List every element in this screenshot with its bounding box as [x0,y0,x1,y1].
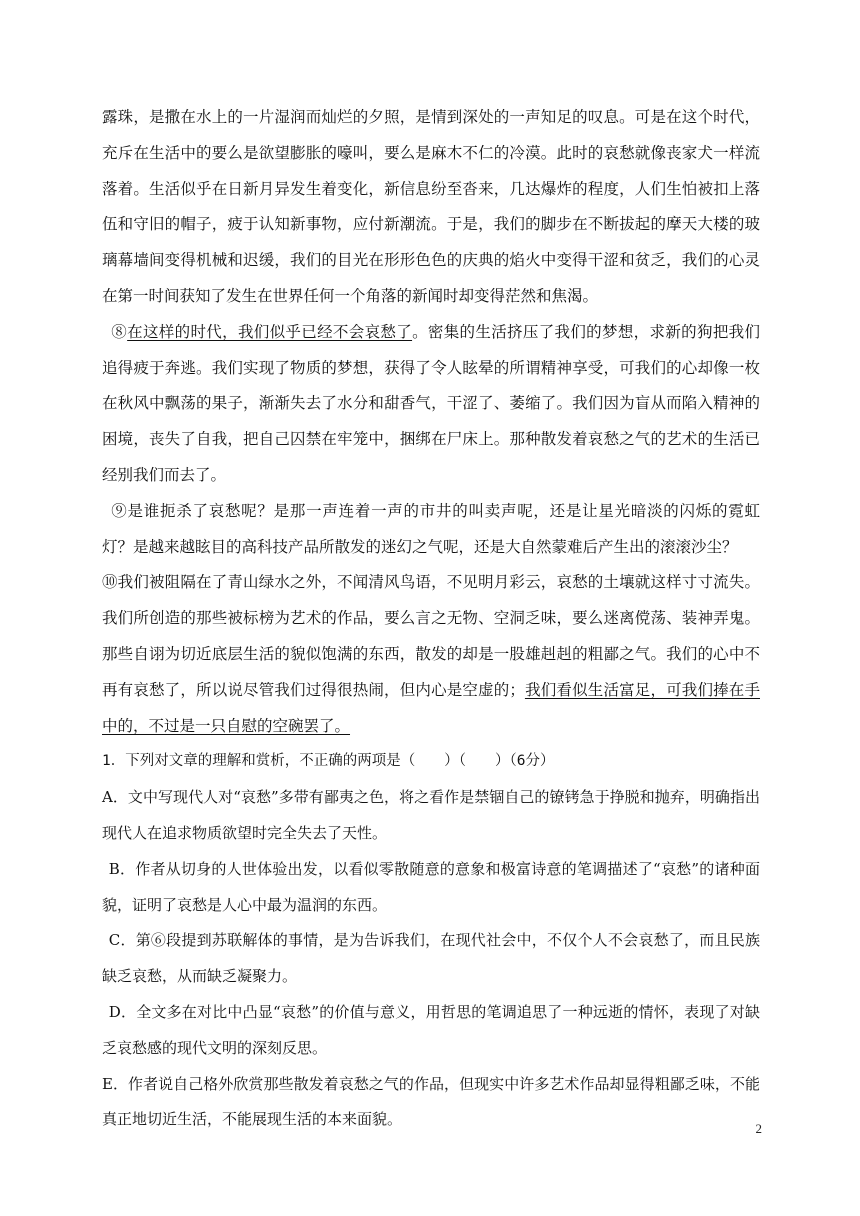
option-a: A．文中写现代人对“哀愁”多带有鄙夷之色，将之看作是禁锢自己的镣铐急于挣脱和抛弃，明确指出现代人在追求物质欲望时完全失去了天性。 [102,788,760,842]
page-number: 2 [755,1121,762,1136]
option-d: D．全文多在对比中凸显“哀愁”的价值与意义，用哲思的笔调追思了一种远逝的情怀，表现了对缺乏哀愁感的现代文明的深刻反思。 [102,1002,760,1057]
paragraph-10 [102,565,760,744]
option-e: E．作者说自己格外欣赏那些散发着哀愁之气的作品，但现实中许多艺术作品却显得粗鄙乏味，不能真正地切近生活，不能展现生活的本来面貌。 [102,1074,760,1129]
paragraph-8 [102,315,760,494]
paragraph-8-number: ⑧ [111,322,128,341]
question-1-title: 1．下列对文章的理解和赏析，不正确的两项是（ ）（ ）（6分） [102,753,555,770]
paragraph-10-text: ⑩我们被阻隔在了青山绿水之外，不闻清风鸟语，不见明月彩云，哀愁的土壤就这样寸寸流失。我们所创造的那些被标榜为艺术的作品，要么言之无物、空洞乏味，要么迷离傥荡、装神弄鬼。那些自诩为切近底层生活的貌似饱满的东西，散发的却是一股雄赳赳的粗鄙之气。我们的心中不再有哀愁了，所以说尽管我们过得很热闹，但内心是空虚的； [102,573,760,699]
option-b: B．作者从切身的人世体验出发，以看似零散随意的意象和极富诗意的笔调描述了“哀愁”的诸种面貌，证明了哀愁是人心中最为温润的东西。 [102,859,760,914]
paragraph-8-text: 。密集的生活挤压了我们的梦想，求新的狗把我们追得疲于奔逃。我们实现了物质的梦想，获得了令人眩晕的所谓精神享受，可我们的心却像一枚在秋风中飘荡的果子，渐渐失去了水分和甜香气，干涩了、萎缩了。我们因为盲从而陷入精神的困境，丧失了自我，把自己囚禁在牢笼中，捆绑在尸床上。那种散发着哀愁之气的艺术的生活已经别我们而去了。 [102,322,760,484]
paragraph-10-underlined-sentence: 我们看似生活富足，可我们捧在手中的，不过是一只自慰的空碗罢了。 [102,680,760,735]
paragraph-7-continued: 露珠，是撒在水上的一片湿润而灿烂的夕照，是情到深处的一声知足的叹息。可是在这个时代，充斥在生活中的要么是欲望膨胀的嚎叫，要么是麻木不仁的冷漠。此时的哀愁就像丧家犬一样流落着。生活似乎在日新月异发生着变化，新信息纷至沓来，几达爆炸的程度，人们生怕被扣上落伍和守旧的帽子，疲于认知新事物，应付新潮流。于是，我们的脚步在不断拔起的摩天大楼的玻璃幕墙间变得机械和迟缓，我们的目光在形形色色的庆典的焰火中变得干涩和贫乏，我们的心灵在第一时间获知了发生在世界任何一个角落的新闻时却变得茫然和焦渴。 [102,108,760,305]
paragraph-9: ⑨是谁扼杀了哀愁呢？是那一声连着一声的市井的叫卖声呢，还是让星光暗淡的闪烁的霓虹灯？是越来越眩目的高科技产品所散发的迷幻之气呢，还是大自然蒙难后产生出的滚滚沙尘？ [102,501,760,556]
option-c: C．第⑥段提到苏联解体的事情，是为告诉我们，在现代社会中，不仅个人不会哀愁了，而且民族缺乏哀愁，从而缺乏凝聚力。 [102,931,760,986]
document-body [102,100,760,1138]
paragraph-8-underlined-sentence: 在这样的时代，我们似乎已经不会哀愁了 [127,322,413,341]
